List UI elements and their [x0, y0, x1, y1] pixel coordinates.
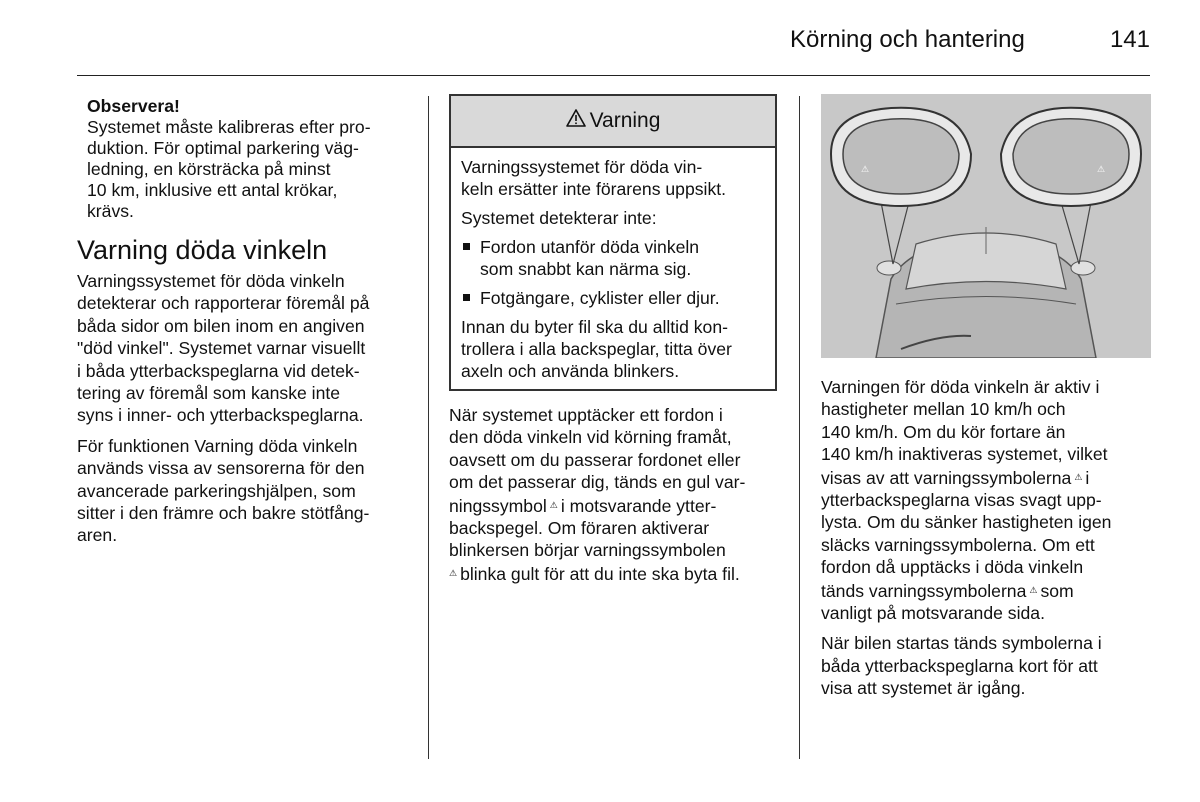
text-line: Varningssystemet för döda vinkeln	[77, 271, 345, 291]
text-line: detekterar och rapporterar föremål på	[77, 293, 370, 314]
section-heading: Varning döda vinkeln	[77, 235, 328, 265]
warning-triangle-icon	[566, 109, 586, 133]
text-line: avancerade parkeringshjälpen, som	[77, 480, 356, 501]
text-line: visas av att varningssymbolerna	[821, 467, 1072, 488]
text-line: axeln och använda blinkers.	[461, 361, 680, 381]
text-line: som snabbt kan närma sig.	[480, 259, 692, 279]
section-paragraph-2	[77, 435, 407, 547]
text-line: keln ersätter inte förarens uppsikt.	[461, 179, 727, 199]
svg-text:⚠: ⚠	[1097, 165, 1106, 175]
text-line: backspegel. Om föraren aktiverar	[449, 518, 710, 539]
blind-spot-warning-icon: ⚠	[1029, 584, 1038, 595]
warning-bullet-list	[461, 236, 765, 309]
column-left	[77, 96, 407, 553]
warning-box-header	[451, 96, 775, 148]
text-line: om det passerar dig, tänds en gul var-	[449, 472, 746, 493]
text-line: båda ytterbackspeglarna kort för att	[821, 655, 1098, 676]
warning-box	[449, 94, 777, 391]
blind-spot-warning-icon: ⚠	[549, 499, 558, 510]
text-line: i båda ytterbackspeglarna vid detek-	[77, 360, 360, 381]
warning-paragraph-3	[461, 316, 765, 382]
text-line: i	[1085, 467, 1090, 488]
warning-paragraph-2: Systemet detekterar inte:	[461, 208, 657, 228]
text-line: hastigheter mellan 10 km/h och	[821, 399, 1066, 420]
text-line: den döda vinkeln vid körning framåt,	[449, 427, 732, 448]
text-line: tering av föremål som kanske inte	[77, 383, 341, 404]
bullet-square-icon	[463, 294, 470, 301]
text-line: båda sidor om bilen inom en angiven	[77, 315, 365, 336]
text-line: lysta. Om du sänker hastigheten igen	[821, 512, 1112, 533]
page-header-title: Körning och hantering	[790, 26, 1025, 53]
text-line: ningssymbol	[449, 495, 547, 516]
bullet-square-icon	[463, 243, 470, 250]
car-mirrors-drawing	[821, 94, 1151, 358]
list-item	[461, 287, 765, 309]
text-line: När bilen startas tänds symbolerna i	[821, 633, 1102, 654]
mirror-illustration	[821, 94, 1151, 358]
warning-paragraph-1	[461, 156, 765, 200]
text-line: vanligt på motsvarande sida.	[821, 603, 1045, 624]
note-box	[77, 96, 407, 222]
note-line: Systemet måste kalibreras efter pro-	[87, 117, 371, 137]
blind-spot-warning-icon: ⚠	[449, 567, 458, 578]
text-line: 140 km/h inaktiveras systemet, vilket	[821, 444, 1108, 465]
blind-spot-warning-icon: ⚠	[1074, 471, 1083, 482]
text-line: tänds varningssymbolerna	[821, 580, 1027, 601]
text-line: Innan du byter fil ska du alltid kon-	[461, 317, 728, 337]
text-line: sitter i den främre och bakre stötfång-	[77, 503, 370, 524]
warning-box-body	[451, 148, 775, 382]
note-line: 10 km, inklusive ett antal krökar,	[87, 180, 338, 200]
page-number: 141	[1109, 26, 1150, 53]
text-line: blinkersen börjar varningssymbolen	[449, 540, 726, 561]
text-line: visa att systemet är igång.	[821, 678, 1026, 699]
header-rule	[77, 75, 1150, 76]
note-line: duktion. För optimal parkering väg-	[87, 138, 359, 158]
text-line: används vissa av sensorerna för den	[77, 458, 365, 479]
text-line: trollera i alla backspeglar, titta över	[461, 339, 732, 359]
text-line: släcks varningssymbolerna. Om ett	[821, 534, 1095, 555]
warning-title: Varning	[589, 109, 661, 132]
text-line: oavsett om du passerar fordonet eller	[449, 449, 741, 470]
text-line: som	[1040, 580, 1074, 601]
section-paragraph-1	[77, 270, 407, 427]
note-line: ledning, en körsträcka på minst	[87, 159, 331, 179]
text-line: För funktionen Varning döda vinkeln	[77, 435, 358, 456]
column-middle-text	[449, 404, 779, 591]
text-line: fordon då upptäcks i döda vinkeln	[821, 557, 1084, 578]
column-right-text	[821, 376, 1151, 706]
startup-paragraph	[821, 632, 1151, 699]
note-line: krävs.	[87, 201, 134, 221]
activation-paragraph	[821, 376, 1151, 624]
text-line: Fordon utanför döda vinkeln	[480, 237, 700, 257]
text-line: i motsvarande ytter-	[560, 495, 717, 516]
text-line: Fotgängare, cyklister eller djur.	[480, 288, 720, 308]
column-divider-right	[799, 96, 800, 759]
list-item	[461, 236, 765, 280]
text-line: 140 km/h. Om du kör fortare än	[821, 421, 1066, 442]
text-line: Varningssystemet för döda vin-	[461, 157, 703, 177]
column-divider-left	[428, 96, 429, 759]
text-line: syns i inner- och ytterbackspeglarna.	[77, 405, 364, 426]
text-line: ytterbackspeglarna visas svagt upp-	[821, 490, 1102, 511]
text-line: Varningen för döda vinkeln är aktiv i	[821, 377, 1100, 397]
svg-text:⚠: ⚠	[861, 165, 870, 175]
text-line: aren.	[77, 525, 118, 546]
text-line: blinka gult för att du inte ska byta fil.	[460, 563, 740, 584]
detection-paragraph	[449, 404, 779, 585]
text-line: När systemet upptäcker ett fordon i	[449, 405, 723, 425]
text-line: "död vinkel". Systemet varnar visuellt	[77, 338, 366, 359]
note-title: Observera!	[87, 96, 180, 116]
